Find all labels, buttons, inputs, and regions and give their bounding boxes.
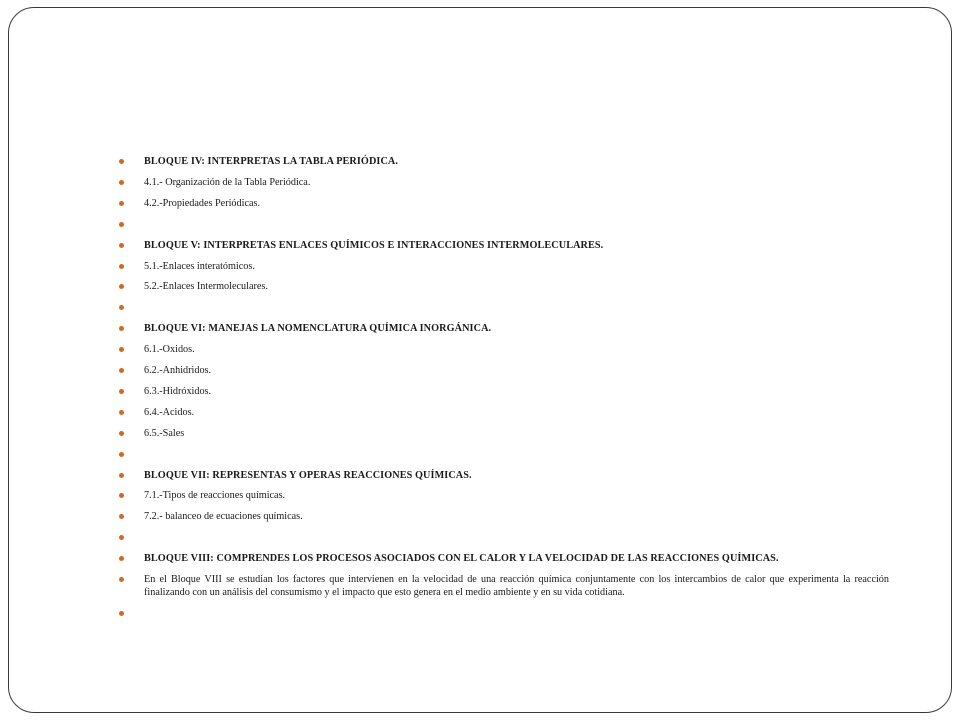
bullet-icon	[119, 410, 124, 415]
slide-frame	[8, 7, 952, 713]
bullet-text: BLOQUE VI: MANEJAS LA NOMENCLATURA QUÍMICA INORGÁNICA.	[144, 323, 492, 335]
bullet-text: BLOQUE V: INTERPRETAS ENLACES QUÍMICOS E INTERACCIONES INTERMOLECULARES.	[144, 239, 604, 251]
bullet-text: 6.4.-Acidos.	[144, 406, 195, 418]
bullet-icon	[119, 347, 124, 352]
bullet-icon	[119, 514, 124, 519]
bullet-text: 5.2.-Enlaces Intermoleculares.	[144, 281, 268, 293]
bullet-icon	[119, 180, 124, 185]
bullet-icon	[119, 556, 124, 561]
bullet-icon	[119, 264, 124, 269]
bullet-icon	[119, 611, 124, 616]
bullet-text: 5.1.-Enlaces interatómicos.	[144, 260, 255, 272]
bullet-icon	[119, 452, 124, 457]
bullet-icon	[119, 431, 124, 436]
bullet-icon	[119, 535, 124, 540]
bullet-icon	[119, 201, 124, 206]
bullet-text: En el Bloque VIII se estudian los factores que intervienen en la velocidad de una reacción química conjuntamente con los intercambios de calor que experimenta la reacción finalizando con un análisis del consumismo y el impacto que esto genera en el medio ambiente y en su vida cotidiana.	[144, 574, 889, 598]
bullet-text: 4.1.- Organización de la Tabla Periódica.	[144, 176, 311, 188]
bullet-icon	[119, 368, 124, 373]
bullet-text: BLOQUE VIII: COMPRENDES LOS PROCESOS ASOCIADOS CON EL CALOR Y LA VELOCIDAD DE LAS REACCIONES QUÍMICAS.	[144, 553, 779, 565]
bullet-icon	[119, 389, 124, 394]
bullet-text: 4.2.-Propiedades Periódicas.	[144, 197, 260, 209]
bullet-text: BLOQUE VII: REPRESENTAS Y OPERAS REACCIONES QUÍMICAS.	[144, 469, 472, 481]
bullet-text: BLOQUE IV: INTERPRETAS LA TABLA PERIÓDICA.	[144, 156, 399, 167]
bullet-text: 6.3.-Hidróxidos.	[144, 385, 212, 397]
bullet-text: 6.2.-Anhidridos.	[144, 365, 212, 376]
bullet-icon	[119, 243, 124, 248]
bullet-text: 7.2.- balanceo de ecuaciones químicas.	[144, 511, 303, 523]
bullet-icon	[119, 305, 124, 310]
bullet-icon	[119, 326, 124, 331]
bullet-icon	[119, 159, 124, 164]
bullet-text: 6.5.-Sales	[144, 427, 185, 439]
bullet-icon	[119, 222, 124, 227]
bullet-icon	[119, 493, 124, 498]
bullet-text: 7.1.-Tipos de reacciones químicas.	[144, 490, 286, 502]
bullet-icon	[119, 284, 124, 289]
bullet-icon	[119, 473, 124, 478]
bullet-icon	[119, 577, 124, 582]
bullet-text: 6.1.-Oxidos.	[144, 344, 195, 356]
